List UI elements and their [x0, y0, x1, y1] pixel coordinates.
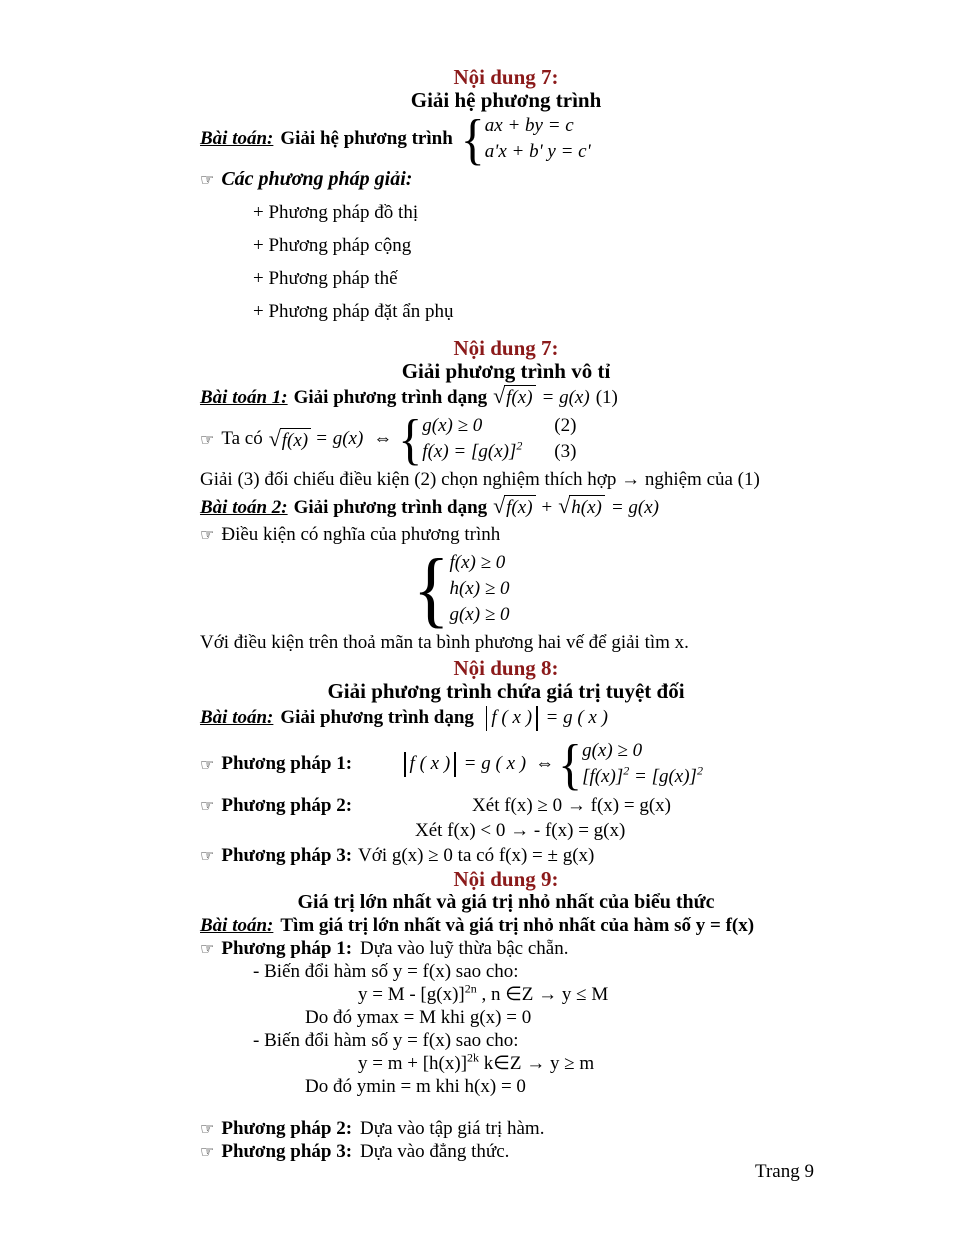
brace-symbol: { — [398, 407, 423, 470]
iff-symbol: ⇔ — [535, 753, 555, 774]
sqrt-expression: √f(x) — [493, 492, 535, 522]
brace-symbol: { — [460, 107, 485, 170]
formula-max: $y = M - [g(x)]^{2n}$ , n ∈Z → y ≤ M — [358, 981, 609, 1005]
section2-system-block — [413, 541, 812, 636]
system-equation-1: ax + by = c — [484, 115, 574, 136]
brace-symbol: { — [558, 732, 583, 795]
page-number: Trang 9 — [755, 1161, 814, 1182]
formula-min: $y = m + [h(x)]^{2k}$ k∈Z → y ≥ m — [358, 1050, 595, 1074]
condition-3: g(x) ≥ 0 — [449, 604, 510, 625]
section3-problem-line — [200, 703, 812, 733]
abs-inner: f ( x ) — [409, 753, 451, 774]
transform-step: - Biến đổi hàm số y = f(x) sao cho: — [253, 961, 519, 982]
section2-taco-line — [200, 407, 812, 470]
section2-condition-intro — [200, 522, 812, 548]
equation-rhs: = g(x) — [610, 497, 660, 518]
problem1-label: Bài toán 1: — [200, 387, 288, 408]
method-item: + Phương pháp đặt ẩn phụ — [253, 301, 454, 322]
radicand: f(x) — [280, 428, 311, 451]
condition-2: h(x) ≥ 0 — [449, 578, 510, 599]
finger-icon: ☞ — [200, 1142, 215, 1161]
problem2-label: Bài toán 2: — [200, 497, 288, 518]
radicand: f(x) — [504, 495, 535, 518]
section1-problem-line — [200, 107, 812, 170]
sqrt-expression: √f(x) — [269, 427, 311, 452]
brace-symbol: { — [413, 541, 450, 636]
section1-methods-heading-line — [200, 168, 812, 191]
taco-text: Ta có — [221, 428, 263, 449]
method3-label: Phương pháp 3: — [221, 845, 353, 866]
equation-number-column — [554, 413, 576, 465]
condition-column — [582, 738, 703, 790]
section4-method2-line — [200, 1117, 812, 1140]
section2-heading: Nội dung 7: — [453, 336, 559, 360]
finger-icon: ☞ — [200, 1119, 215, 1138]
exponent: 2k — [467, 1050, 480, 1065]
system-equations — [485, 113, 591, 165]
sqrt-expression: √h(x) — [558, 492, 605, 522]
finger-icon: ☞ — [200, 846, 215, 865]
problem2-text: Giải phương trình dạng — [293, 497, 488, 518]
sqrt-expression: √f(x) — [493, 383, 535, 411]
formula-max-note: Do đó ymax = M khi g(x) = 0 — [305, 1007, 532, 1028]
method3-text: Dựa vào đẳng thức. — [360, 1141, 510, 1162]
section2-problem2-line — [200, 492, 812, 522]
condition-1: g(x) ≥ 0 — [582, 740, 643, 761]
method3-text: Với g(x) ≥ 0 ta có f(x) = ± g(x) — [358, 845, 595, 866]
problem-label: Bài toán: — [200, 707, 274, 728]
transform-step: - Biến đổi hàm số y = f(x) sao cho: — [253, 1030, 519, 1051]
condition-2: $[f(x)]^2 = [g(x)]^2$ — [582, 763, 703, 787]
absolute-value-expression — [482, 706, 542, 731]
problem-label: Bài toán: — [200, 128, 274, 149]
exponent: 2 — [516, 438, 523, 453]
condition-1: g(x) ≥ 0 — [422, 415, 483, 436]
iff-symbol: ⇔ — [373, 428, 393, 449]
abs-inner: f ( x ) — [491, 707, 533, 728]
section2-note2: Với điều kiện trên thoả mãn ta bình phương hai vế để giải tìm x. — [200, 632, 689, 653]
section3-method3-line — [200, 843, 812, 868]
section2-note1: Giải (3) đối chiếu điều kiện (2) chọn nghiệm thích hợp → nghiệm của (1) — [200, 469, 760, 490]
finger-icon: ☞ — [200, 754, 215, 774]
section4-problem-line — [200, 914, 812, 937]
section2-title: Giải phương trình vô tỉ — [401, 359, 611, 383]
method2-label: Phương pháp 2: — [221, 795, 353, 816]
section3-title: Giải phương trình chứa giá trị tuyệt đối — [327, 679, 685, 703]
method1-text: Dựa vào luỹ thừa bậc chẵn. — [360, 938, 569, 959]
exponent: 2 — [623, 763, 630, 778]
exponent: 2n — [464, 981, 477, 996]
absolute-value-expression — [400, 752, 460, 777]
abs-bar — [486, 706, 488, 731]
methods-heading: Các phương pháp giải: — [221, 168, 413, 190]
method1-label: Phương pháp 1: — [221, 753, 353, 774]
condition-2: $f(x) = [g(x)]^2$ — [422, 438, 523, 462]
problem-label: Bài toán: — [200, 915, 274, 936]
section3-method1-line — [200, 732, 812, 795]
section2-problem1-line — [200, 383, 812, 411]
equation-number: (1) — [595, 387, 618, 408]
condition-1: f(x) ≥ 0 — [449, 552, 506, 573]
equation-rhs: = g ( x ) — [545, 707, 608, 728]
method-item: + Phương pháp cộng — [253, 235, 412, 256]
condition-column — [422, 413, 554, 465]
abs-bar — [404, 752, 406, 777]
formula-min-note: Do đó ymin = m khi h(x) = 0 — [305, 1076, 526, 1097]
abs-bar — [536, 706, 538, 731]
condition-intro-text: Điều kiện có nghĩa của phương trình — [221, 524, 501, 545]
equation-number: (2) — [554, 415, 577, 436]
finger-icon: ☞ — [200, 525, 215, 544]
finger-icon: ☞ — [200, 939, 215, 958]
section3-heading: Nội dung 8: — [453, 656, 559, 680]
equation-rhs: = g(x) — [541, 387, 590, 408]
section1-title: Giải hệ phương trình — [410, 88, 602, 112]
finger-icon: ☞ — [200, 170, 215, 189]
equation-rhs: = g ( x ) — [463, 753, 527, 774]
equation-rhs: = g(x) — [315, 428, 364, 449]
method2-case1: Xét f(x) ≥ 0 → f(x) = g(x) — [472, 795, 671, 816]
section3-method2-line2: Xét f(x) < 0 → - f(x) = g(x) — [415, 820, 626, 841]
finger-icon: ☞ — [200, 796, 215, 815]
section4-method3-line — [200, 1140, 812, 1163]
method2-label: Phương pháp 2: — [221, 1118, 353, 1139]
system-conditions — [449, 550, 509, 628]
problem-text: Giải hệ phương trình — [280, 128, 453, 149]
method-item: + Phương pháp đồ thị — [253, 202, 419, 223]
exponent: 2 — [696, 763, 703, 778]
section1-heading: Nội dung 7: — [453, 65, 559, 89]
radicand: f(x) — [504, 385, 535, 408]
plus-symbol: + — [541, 497, 553, 518]
section4-method1-line — [200, 937, 812, 960]
method1-label: Phương pháp 1: — [221, 938, 353, 959]
abs-bar — [454, 752, 456, 777]
section4-heading: Nội dung 9: — [453, 867, 559, 891]
equation-number: (3) — [554, 441, 577, 462]
problem-text: Tìm giá trị lớn nhất và giá trị nhỏ nhất của hàm số y = f(x) — [280, 915, 755, 936]
method2-text: Dựa vào tập giá trị hàm. — [360, 1118, 545, 1139]
problem1-text: Giải phương trình dạng — [293, 387, 488, 408]
method3-label: Phương pháp 3: — [221, 1141, 353, 1162]
method-item: + Phương pháp thế — [253, 268, 398, 289]
problem-text: Giải phương trình dạng — [280, 707, 474, 728]
system-equation-2: a'x + b' y = c' — [484, 141, 591, 162]
section4-title: Giá trị lớn nhất và giá trị nhỏ nhất của biểu thức — [297, 891, 715, 913]
radicand: h(x) — [569, 495, 605, 518]
section3-method2-line1 — [200, 793, 812, 818]
document-content — [200, 66, 812, 1163]
finger-icon: ☞ — [200, 429, 215, 449]
